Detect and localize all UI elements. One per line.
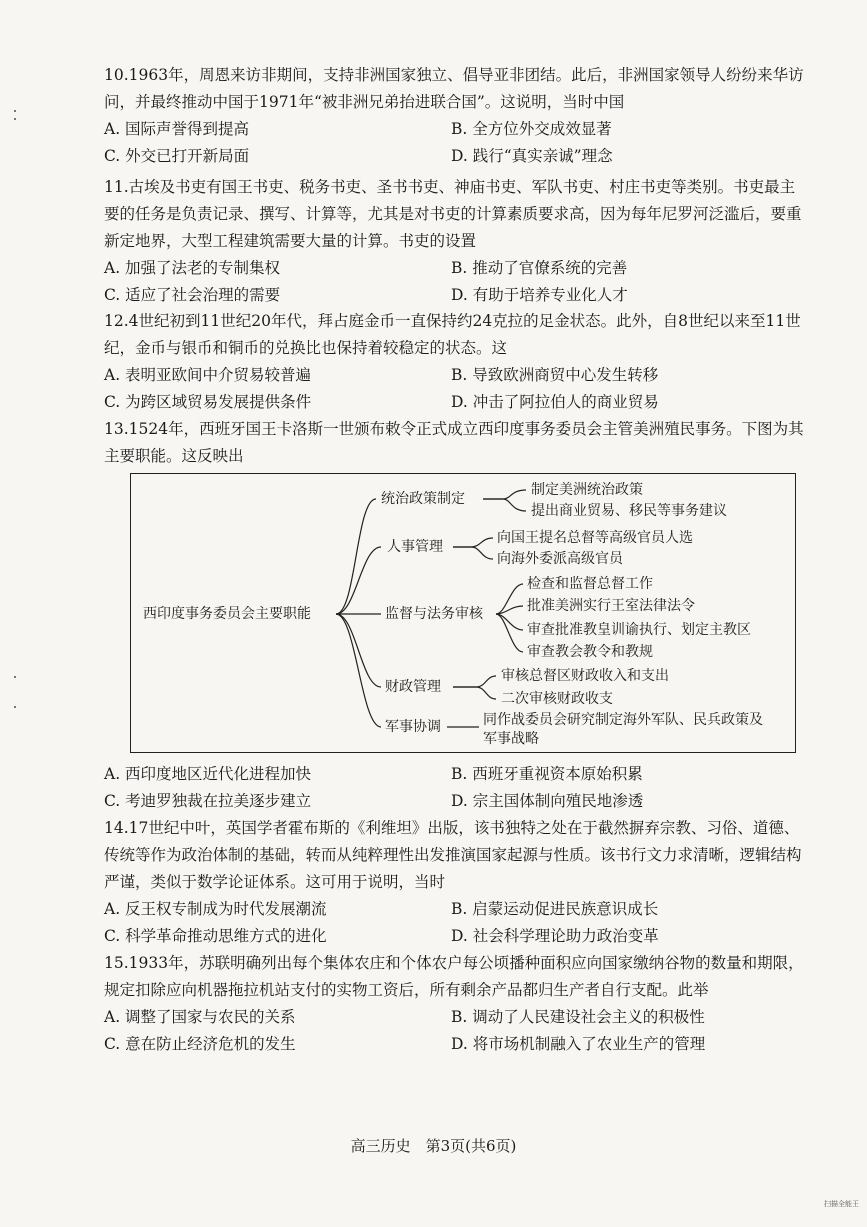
option-c: C. 为跨区域贸易发展提供条件: [104, 392, 312, 411]
option-b: B. 导致欧洲商贸中心发生转移: [451, 366, 659, 384]
question-13-options: [104, 761, 809, 814]
question-14: [104, 815, 809, 949]
connector-line: [453, 676, 496, 687]
option-c: C. 意在防止经济危机的发生: [104, 1034, 296, 1053]
question-stem: 12.4世纪初到11世纪20年代，拜占庭金币一直保持约24克拉的足金状态。此外，自8世纪以来至11世纪，金币与银币和铜币的兑换比也保持着较稳定的状态。这: [104, 312, 801, 357]
branch-item: 审查批准教皇训谕执行、划定主教区: [527, 622, 751, 638]
scan-speck: [14, 110, 16, 112]
question-stem: 13.1524年，西班牙国王卡洛斯一世颁布敕令正式成立西印度事务委员会主管美洲殖民事务。下图为其主要职能。这反映出: [104, 420, 804, 465]
option-b: B. 调动了人民建设社会主义的积极性: [451, 1008, 705, 1026]
option-a: A. 反王权专制成为时代发展潮流: [104, 900, 327, 918]
option-b: B. 西班牙重视资本原始积累: [451, 765, 643, 783]
connector-line: [453, 538, 493, 547]
question-13: [104, 416, 809, 470]
option-d: D. 社会科学理论助力政治变革: [451, 926, 659, 945]
page-footer: 高三历史 第3页(共6页): [350, 1137, 517, 1155]
scan-speck: [14, 676, 16, 678]
option-c: C. 适应了社会治理的需要: [104, 285, 281, 304]
branch-item: 向国王提名总督等高级官员人选: [497, 530, 693, 546]
connector-line: [453, 547, 493, 559]
connector-line: [483, 499, 526, 511]
option-a: A. 调整了国家与农民的关系: [104, 1008, 296, 1026]
branch-item: 制定美洲统治政策: [531, 482, 643, 498]
functions-diagram: [130, 473, 796, 753]
question-stem: 15.1933年，苏联明确列出每个集体农庄和个体农户每公顷播种面积应向国家缴纳谷物的数量和期限，规定扣除应向机器拖拉机站支付的实物工资后，所有剩余产品都归生产者自行支配。此举: [104, 954, 804, 999]
connector-line: [336, 499, 376, 614]
options: [104, 255, 809, 308]
options: [104, 362, 809, 415]
option-a: A. 西印度地区近代化进程加快: [104, 765, 312, 783]
branch-item: 军事战略: [483, 731, 539, 747]
connector-line: [336, 547, 381, 614]
option-d: D. 将市场机制融入了农业生产的管理: [451, 1034, 706, 1053]
scan-speck: [14, 706, 16, 708]
branch-item: 批准美洲实行王室法律法令: [527, 598, 695, 614]
option-b: B. 推动了官僚系统的完善: [451, 259, 628, 277]
branch-label: 军事协调: [385, 719, 441, 735]
branch-item: 审核总督区财政收入和支出: [501, 668, 669, 684]
question-15: [104, 950, 809, 1057]
question-stem: 10.1963年，周恩来访非期间，支持非洲国家独立、倡导亚非团结。此后，非洲国家领导人纷纷来华访问，并最终推动中国于1971年“被非洲兄弟抬进联合国”。这说明，当时中国: [104, 66, 804, 111]
scanner-watermark: 扫描全能王: [824, 1200, 859, 1208]
branch-label: 监督与法务审核: [385, 606, 483, 622]
branch-label: 统治政策制定: [381, 491, 465, 507]
options: [104, 116, 809, 169]
options: [104, 1004, 809, 1057]
option-d: D. 冲击了阿拉伯人的商业贸易: [451, 392, 659, 411]
option-a: A. 表明亚欧间中介贸易较普遍: [104, 366, 312, 384]
question-stem: 11.古埃及书吏有国王书吏、税务书吏、圣书书吏、神庙书吏、军队书吏、村庄书吏等类别。书吏最主要的任务是负责记录、撰写、计算等，尤其是对书吏的计算素质要求高，因为每年尼罗河泛滥后，要重新定地界，大型工程建筑需要大量的计算。书吏的设置: [104, 178, 802, 250]
branch-label: 财政管理: [385, 679, 441, 695]
connector-line: [336, 614, 381, 687]
option-b: B. 启蒙运动促进民族意识成长: [451, 900, 659, 918]
option-a: A. 加强了法老的专制集权: [104, 259, 281, 277]
option-d: D. 有助于培养专业化人才: [451, 285, 628, 304]
diagram-root: 西印度事务委员会主要职能: [143, 606, 311, 622]
branch-item: 审查教会教令和教规: [527, 644, 653, 660]
question-12: [104, 308, 809, 415]
scan-speck: [14, 118, 16, 120]
question-11: [104, 174, 809, 308]
option-c: C. 科学革命推动思维方式的进化: [104, 926, 327, 945]
connector-line: [496, 614, 523, 652]
branch-label: 人事管理: [387, 539, 443, 555]
option-c: C. 考迪罗独裁在拉美逐步建立: [104, 791, 312, 810]
branch-item: 二次审核财政收支: [501, 691, 613, 707]
options: [104, 896, 809, 949]
option-a: A. 国际声誉得到提高: [104, 120, 250, 138]
options: [104, 761, 809, 814]
branch-item: 检查和监督总督工作: [527, 576, 653, 592]
question-stem: 14.17世纪中叶，英国学者霍布斯的《利维坦》出版，该书独特之处在于截然摒弃宗教、习俗、道德、传统等作为政治体制的基础，转而从纯粹理性出发推演国家起源与性质。该书行文力求清晰，逻辑结构严谨，类似于数学论证体系。这可用于说明，当时: [104, 819, 802, 891]
option-c: C. 外交已打开新局面: [104, 146, 250, 165]
branch-item: 同作战委员会研究制定海外军队、民兵政策及: [483, 712, 763, 728]
connector-line: [483, 490, 526, 499]
connector-line: [336, 614, 381, 727]
connector-line: [453, 687, 496, 699]
option-d: D. 宗主国体制向殖民地渗透: [451, 791, 644, 810]
branch-item: 向海外委派高级官员: [497, 551, 623, 567]
question-10: [104, 62, 809, 169]
option-b: B. 全方位外交成效显著: [451, 120, 612, 138]
option-d: D. 践行“真实亲诚”理念: [451, 146, 613, 165]
branch-item: 提出商业贸易、移民等事务建议: [531, 503, 727, 519]
